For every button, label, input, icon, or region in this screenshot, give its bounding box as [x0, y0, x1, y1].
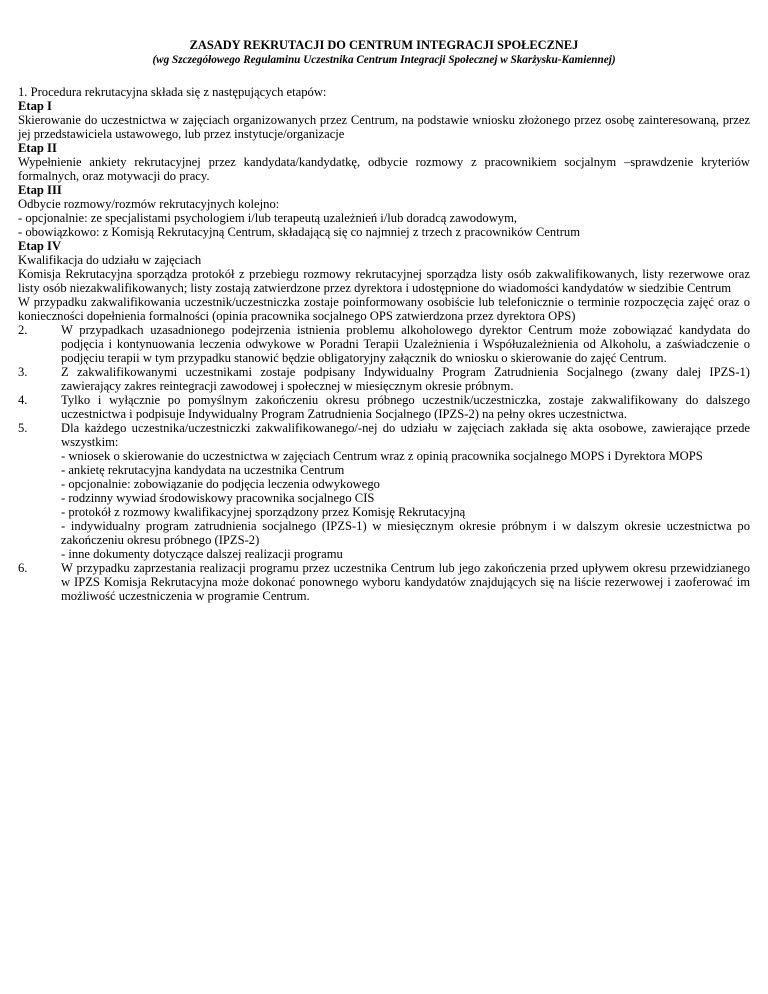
- list-item-number: 4.: [18, 393, 28, 407]
- file-content-item: - opcjonalnie: zobowiązanie do podjęcia leczenia odwykowego: [61, 477, 380, 491]
- stage-2-heading: Etap II: [18, 141, 57, 155]
- list-item-3: [18, 365, 750, 393]
- file-content-item: - inne dokumenty dotyczące dalszej realizacji programu: [61, 547, 343, 561]
- file-content-item: - rodzinny wywiad środowiskowy pracownika socjalnego CIS: [61, 491, 375, 505]
- list-item-5: [18, 421, 750, 561]
- list-item-text: Dla każdego uczestnika/uczestniczki zakwalifikowanego/-nej do udziału w zajęciach zakłada się akta osobowe, zawierające przede wszystkim:: [61, 421, 750, 449]
- stage-2-text: Wypełnienie ankiety rekrutacyjnej przez kandydata/kandydatkę, odbycie rozmowy z pracownikiem socjalnym –sprawdzenie kryteriów formalnych, oraz motywacji do pracy.: [18, 155, 750, 183]
- stage-4-commission: Komisja Rekrutacyjna sporządza protokół z przebiegu rozmowy rekrutacyjnej sporządza listy osób zakwalifikowanych, listy rezerwowe oraz listy osób niezakwalifikowanych; listy zostają zatwierdzone przez dyrektora i udostępnione do wiadomości kandydatów w siedzibie Centrum: [18, 267, 750, 295]
- list-item-4: [18, 393, 750, 421]
- stage-3-option: - opcjonalnie: ze specjalistami psychologiem i/lub terapeutą uzależnień i/lub doradcą zawodowym,: [18, 211, 518, 225]
- list-item-number: 2.: [18, 323, 28, 337]
- stage-3-text: Odbycie rozmowy/rozmów rekrutacyjnych kolejno:: [18, 197, 280, 211]
- document-page: [18, 38, 750, 603]
- file-content-item: - ankietę rekrutacyjna kandydata na uczestnika Centrum: [61, 463, 345, 477]
- stage-4-notification: W przypadku zakwalifikowania uczestnik/uczestniczka zostaje poinformowany osobiście lub telefonicznie o terminie rozpoczęcia zajęć oraz o konieczności dopełnienia formalności (opinia pracownika socjalnego OPS zatwierdzona przez dyrektora OPS): [18, 295, 750, 323]
- stage-3-mandatory: - obowiązkowo: z Komisją Rekrutacyjną Centrum, składającą się co najmniej z trzech z pracowników Centrum: [18, 225, 580, 239]
- list-item-text: Z zakwalifikowanymi uczestnikami zostaje podpisany Indywidualny Program Zatrudnienia Socjalnego (zwany dalej IPZS-1) zawierający zakres reintegracji zawodowej i społecznej w miesięcznym okresie próbnym.: [61, 365, 750, 393]
- file-content-item: - protokół z rozmowy kwalifikacyjnej sporządzony przez Komisję Rekrutacyjną: [61, 505, 466, 519]
- file-content-item: - indywidualny program zatrudnienia socjalnego (IPZS-1) w miesięcznym okresie próbnym i w dalszym okresie uczestnictwa po zakończeniu okresu próbnego (IPZS-2): [61, 519, 750, 547]
- stage-1-heading: Etap I: [18, 99, 52, 113]
- list-item-text: Tylko i wyłącznie po pomyślnym zakończeniu okresu próbnego uczestnik/uczestniczka, zostaje zakwalifikowany do dalszego uczestnictwa i podpisuje Indywidualny Program Zatrudnienia Socjalnego (IPZS-2) na pełny okres uczestnictwa.: [61, 393, 750, 421]
- file-content-item: - wniosek o skierowanie do uczestnictwa w zajęciach Centrum wraz z opinią pracownika socjalnego MOPS i Dyrektora MOPS: [61, 449, 703, 463]
- list-item-number: 3.: [18, 365, 28, 379]
- list-item-number: 5.: [18, 421, 28, 435]
- list-item-6: [18, 561, 750, 603]
- stage-3-heading: Etap III: [18, 183, 62, 197]
- list-item-2: [18, 323, 750, 365]
- stage-4-text: Kwalifikacja do udziału w zajęciach: [18, 253, 202, 267]
- document-title: ZASADY REKRUTACJI DO CENTRUM INTEGRACJI SPOŁECZNEJ: [189, 38, 579, 52]
- procedure-intro: 1. Procedura rekrutacyjna składa się z następujących etapów:: [18, 85, 327, 99]
- list-item-text: W przypadku zaprzestania realizacji programu przez uczestnika Centrum lub jego zakończenia przed upływem okresu przewidzianego w IPZS Komisja Rekrutacyjna może dokonać ponownego wyboru kandydatów znajdujących się na liście rezerwowej i zaoferować im możliwość uczestniczenia w programie Centrum.: [61, 561, 750, 603]
- list-item-text: W przypadkach uzasadnionego podejrzenia istnienia problemu alkoholowego dyrektor Centrum może zobowiązać kandydata do podjęcia i kontynuowania leczenia odwykowe w Poradni Terapii Uzależnienia i Współuzależnienia od Alkoholu, a zaświadczenie o podjęciu terapii w tym przypadku stanowić będzie obligatoryjny załącznik do wniosku o skierowanie do zajęć Centrum.: [61, 323, 750, 365]
- stage-1-text: Skierowanie do uczestnictwa w zajęciach organizowanych przez Centrum, na podstawie wniosku złożonego przez osobę zainteresowaną, przez jej przedstawiciela ustawowego, lub przez instytucje/organizacje: [18, 113, 750, 141]
- stage-4-heading: Etap IV: [18, 239, 62, 253]
- list-item-number: 6.: [18, 561, 28, 575]
- document-subtitle: (wg Szczegółowego Regulaminu Uczestnika Centrum Integracji Społecznej w Skarżysku-Kamiennej): [152, 54, 616, 66]
